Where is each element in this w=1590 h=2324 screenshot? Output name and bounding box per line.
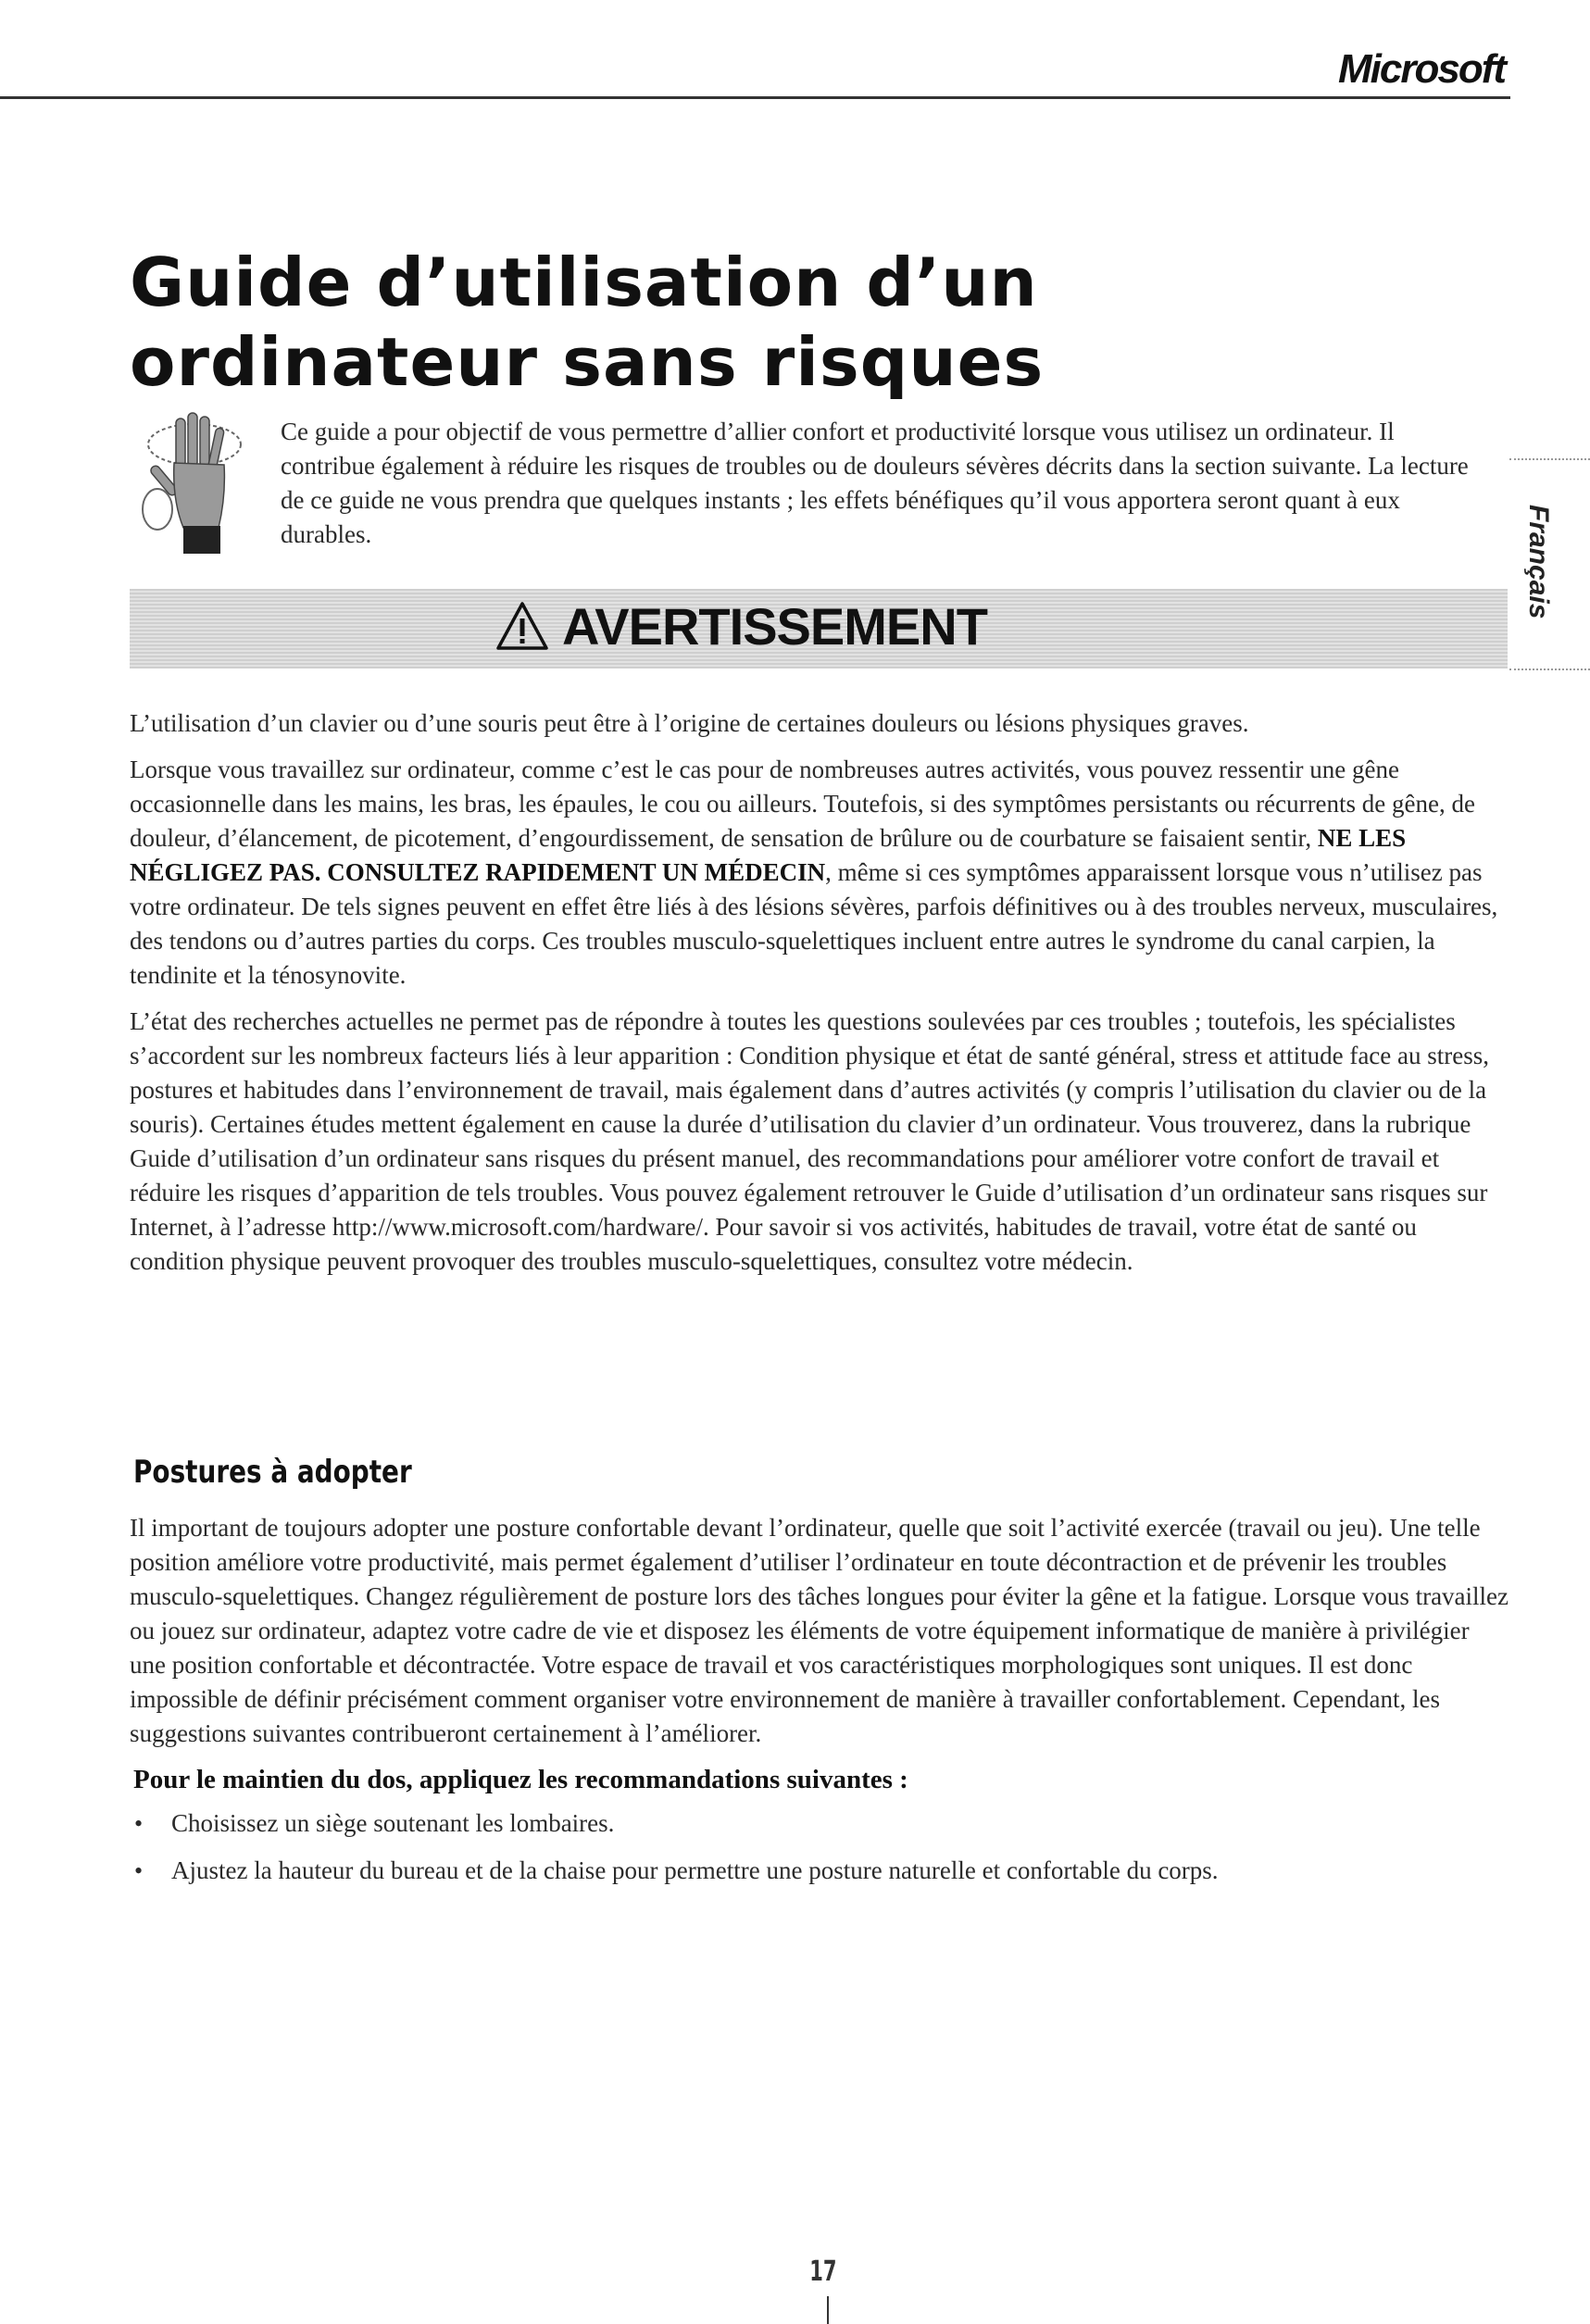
intro-paragraph: Ce guide a pour objectif de vous permettre d’allier confort et productivité lorsque vous utilisez un ordinateur. Il contribue également à réduire les risques de troubles ou de douleurs sévères décrits dans la section suivante. La lecture de ce guide ne vous prendra que quelques instants ; les effets bénéfiques qu’il vous apportera seront quant à eux durables. [281,418,1469,548]
warning-triangle-icon [495,600,549,652]
page-tick [827,2296,829,2324]
page-number: 17 [809,2255,837,2288]
paragraph-research: L’état des recherches actuelles ne permet pas de répondre à toutes les questions soulevées par ces troubles ; toutefois, les spécialistes s’accordent sur les nombreux facteurs liés à leur apparition : Condition physique et état de santé général, stress et attitude face au stress, postures et habitudes dans l’environnement de travail, mais également dans d’autres activités (y compris l’utilisation du clavier ou de la souris). Certaines études mettent également en cause la durée d’utilisation du clavier d’un ordinateur. Vous trouverez, dans la rubrique Guide d’utilisation d’un ordinateur sans risques du présent manuel, des recommandations pour améliorer votre confort de travail et réduire les risques d’apparition de tels troubles. Vous pouvez également retrouver le Guide d’utilisation d’un ordinateur sans risques sur Internet, à l’adresse http://www.microsoft.com/hardware/. Pour savoir si vos activités, habitudes de travail, votre état de santé ou condition physique peuvent provoquer des troubles musculo-squelettiques, consultez votre médecin. [130,1007,1490,1275]
hand-icon [139,407,250,556]
brand-logo: Microsoft [1338,46,1505,92]
warning-body [130,706,1509,1291]
postures-body [130,1511,1509,1901]
back-support-list [130,1806,1509,1888]
language-side-tab-label: Français [1523,505,1554,619]
paragraph-symptoms [130,753,1509,993]
header-rule [0,96,1510,99]
symptoms-text-start: Lorsque vous travaillez sur ordinateur, comme c’est le cas pour de nombreuses autres activités, vous pouvez ressentir une gêne occasionnelle dans les mains, les bras, les épaules, le cou ou ailleurs. Toutefois, si des symptômes persistants ou récurrents de gêne, de douleur, d’élancement, de picotement, d’engourdissement, de sensation de brûlure ou de courbature se faisaient sentir, [130,756,1475,852]
consult-doctor-emphasis: NE LES NÉGLIGEZ PAS. CONSULTEZ RAPIDEMENT UN MÉDECIN [130,824,1407,886]
list-item: • Ajustez la hauteur du bureau et de la chaise pour permettre une posture naturelle et confortable du corps. [130,1854,1509,1888]
warning-label: AVERTISSEMENT [562,597,987,656]
list-item: • Choisissez un siège soutenant les lombaires. [130,1806,1509,1841]
paragraph-postures: Il important de toujours adopter une posture confortable devant l’ordinateur, quelle que soit l’activité exercée (travail ou jeu). Une telle position améliore votre productivité, mais permet également d’utiliser l’ordinateur en toute décontraction et de prévenir les troubles musculo-squelettiques. Changez régulièrement de posture lors des tâches longues pour éviter la gêne et la fatigue. Lorsque vous travaillez ou jouez sur ordinateur, adaptez votre cadre de vie et disposez les éléments de votre équipement informatique de manière à privilégier une position confortable et décontractée. Votre espace de travail et vos caractéristiques morphologiques sont uniques. Il est donc impossible de définir précisément comment organiser votre environnement de manière à travailler confortablement. Cependant, les suggestions suivantes contribueront certainement à l’améliorer. [130,1514,1509,1747]
back-support-subhead: Pour le maintien du dos, appliquez les recommandations suivantes : [133,1765,908,1794]
section-title-postures: Postures à adopter [133,1454,412,1491]
paragraph-injury-risk: L’utilisation d’un clavier ou d’une souris peut être à l’origine de certaines douleurs ou lésions physiques graves. [130,709,1249,737]
page-title: Guide d’utilisation d’un ordinateur sans risques [130,244,1045,401]
symptoms-text-end: , même si ces symptômes apparaissent lorsque vous n’utilisez pas votre ordinateur. De tels signes peuvent en effet être liés à des lésions sévères, parfois définitives ou à des troubles nerveux, musculaires, des tendons ou d’autres parties du corps. Ces troubles musculo-squelettiques incluent entre autres le syndrome du canal carpien, la tendinite et la ténosynovite. [130,858,1498,989]
